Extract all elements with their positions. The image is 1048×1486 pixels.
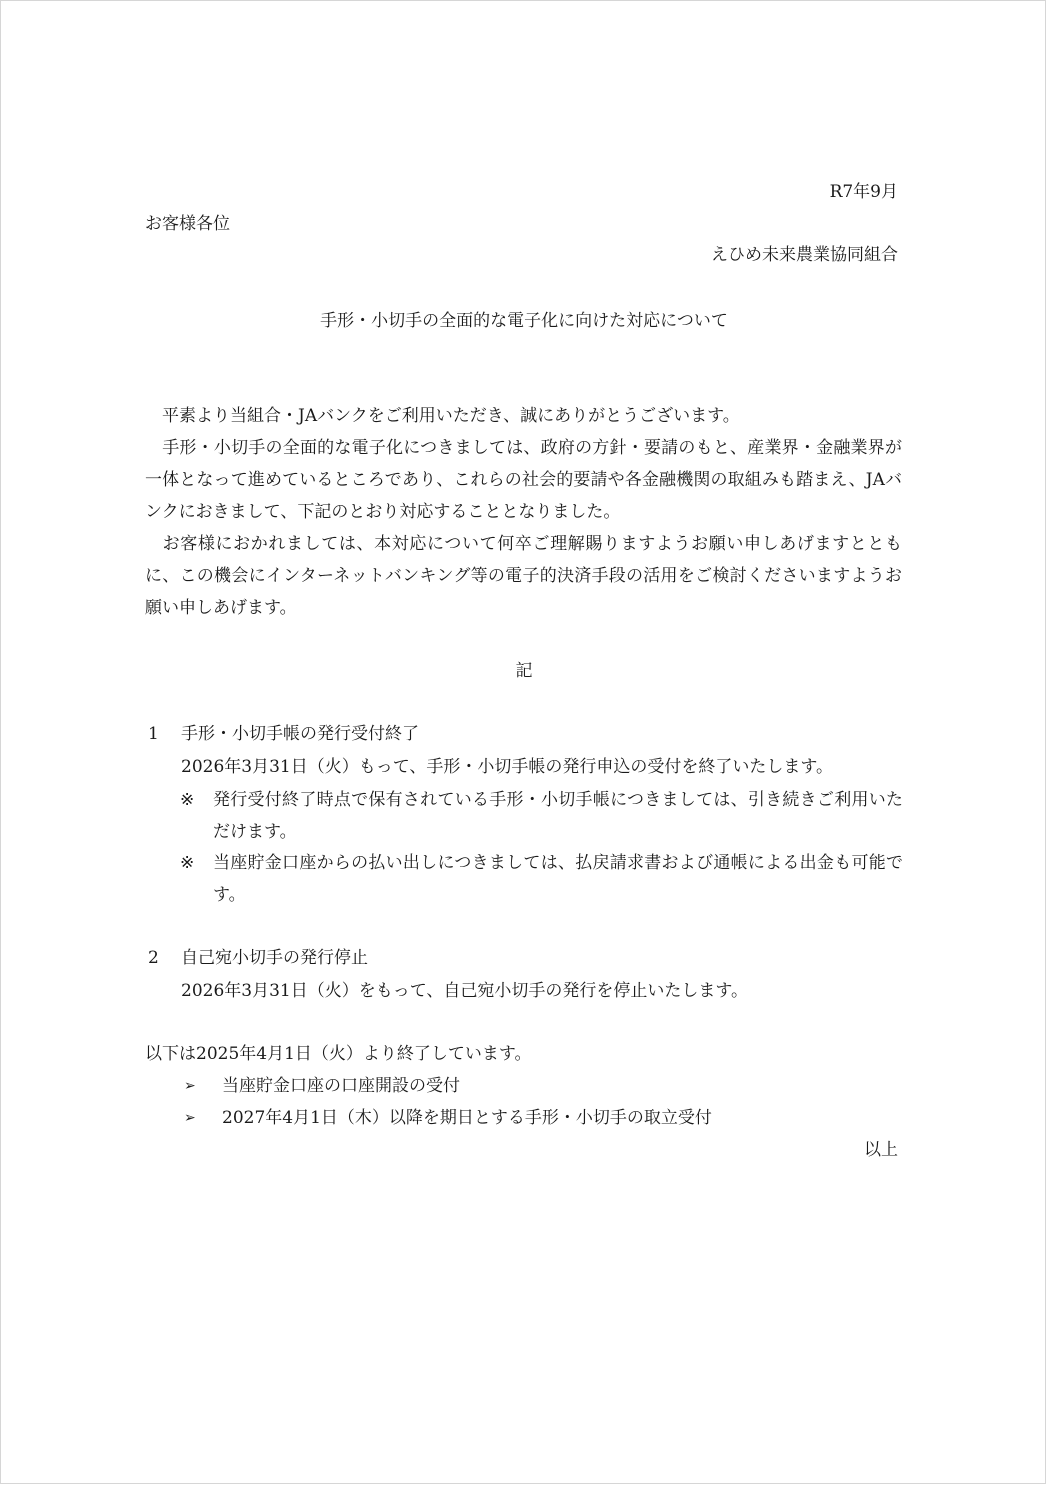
arrow-bullet-icon: ➢ (184, 1078, 196, 1094)
note-mark-1: ※ (180, 790, 195, 810)
ended-item-1: 当座貯金口座の口座開設の受付 (222, 1076, 460, 1096)
arrow-bullet-icon: ➢ (184, 1110, 196, 1126)
document-title: 手形・小切手の全面的な電子化に向けた対応について (320, 311, 728, 331)
intro-text-2: 手形・小切手の全面的な電子化につきましては、政府の方針・要請のもと、産業界・金融業界が一体となって進めているところであり、これらの社会的要請や各金融機関の取組みも踏まえ、JAバンクにおきまして、下記のとおり対応することとなりました。 (145, 438, 902, 522)
document-date: R7年9月 (829, 182, 898, 202)
sender-organization: えひめ未来農業協同組合 (711, 245, 898, 265)
intro-paragraph-2 (145, 432, 902, 528)
ended-item-2: 2027年4月1日（木）以降を期日とする手形・小切手の取立受付 (222, 1108, 712, 1128)
section-1-body: 2026年3月31日（火）もって、手形・小切手帳の発行申込の受付を終了いたします。 (181, 757, 834, 777)
section-2-heading: 自己宛小切手の発行停止 (181, 948, 368, 968)
section-1-heading: 手形・小切手帳の発行受付終了 (181, 724, 419, 744)
intro-text-1: 平素より当組合・JAバンクをご利用いただき、誠にありがとうございます。 (162, 406, 740, 426)
section-1-number: 1 (148, 724, 159, 744)
intro-text-3: お客様におかれましては、本対応について何卒ご理解賜りますようお願い申しあげますとともに、この機会にインターネットバンキング等の電子的決済手段の活用をご検討くださいますようお願い申しあげます。 (145, 534, 902, 618)
closing-ijou: 以上 (864, 1140, 898, 1160)
intro-paragraph-3 (145, 528, 902, 624)
section-2-number: 2 (148, 948, 159, 968)
intro-paragraph-1 (145, 400, 902, 432)
section-1-note-2: 当座貯金口座からの払い出しにつきましては、払戻請求書および通帳による出金も可能です。 (213, 853, 903, 905)
section-2-body: 2026年3月31日（火）をもって、自己宛小切手の発行を停止いたします。 (181, 981, 749, 1001)
note-mark-2: ※ (180, 853, 195, 873)
ended-lead: 以下は2025年4月1日（火）より終了しています。 (145, 1044, 532, 1064)
section-1-note-1: 発行受付終了時点で保有されている手形・小切手帳につきましては、引き続きご利用いただけます。 (213, 790, 903, 842)
recipient: お客様各位 (145, 214, 230, 234)
ki-heading: 記 (515, 661, 533, 681)
